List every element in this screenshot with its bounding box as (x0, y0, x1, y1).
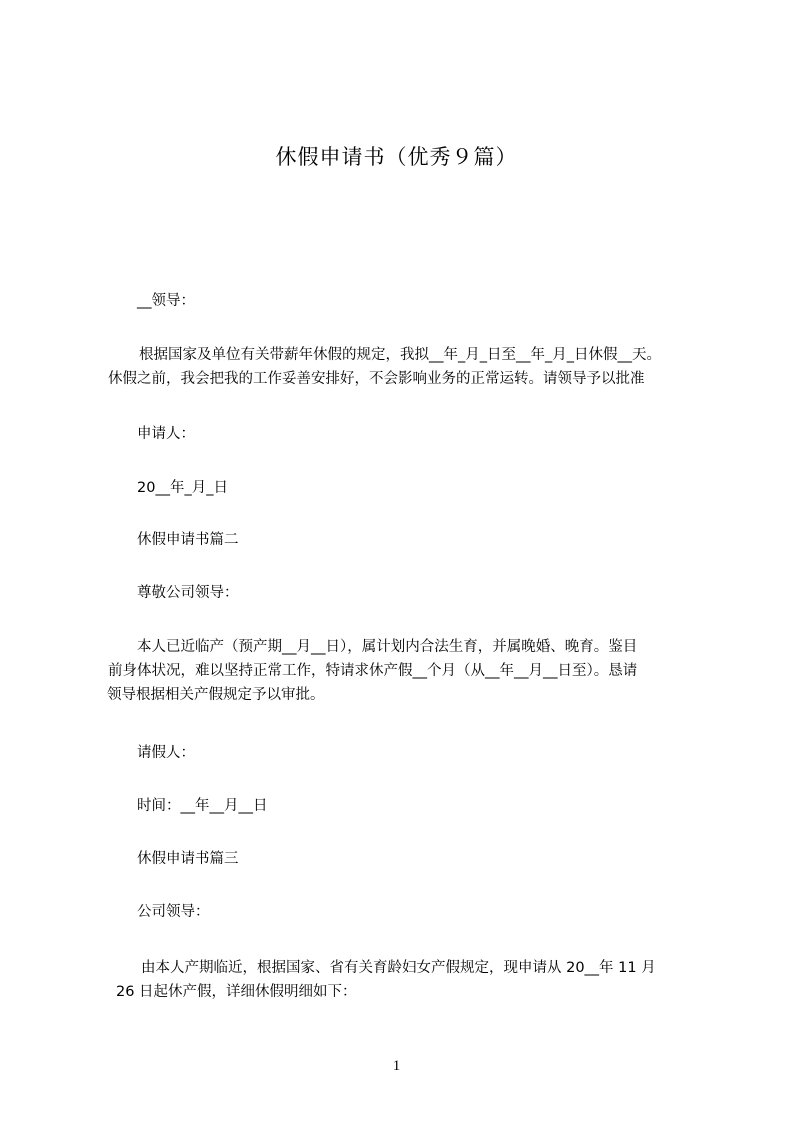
letter2-body (107, 635, 637, 707)
page-number: 1 (392, 1058, 401, 1074)
letter1-salutation: __领导： (137, 293, 195, 309)
letter3-heading: 休假申请书篇三 (137, 851, 239, 867)
letter3-body-line-1: 由本人产期临近，根据国家、省有关育龄妇女产假规定，现申请从 20__年 11 月 (141, 960, 656, 976)
letter1-body-line-2: 休假之前，我会把我的工作妥善安排好，不会影响业务的正常运转。请领导予以批准 (108, 371, 645, 387)
letter1-applicant-label: 申请人： (137, 426, 195, 442)
letter2-applicant-label: 请假人： (137, 745, 195, 761)
letter3-body (107, 956, 656, 1004)
letter3-body-line-2: 26 日起休产假，详细休假明细如下： (116, 984, 357, 1000)
letter2-date: 时间：__年__月__日 (137, 798, 268, 814)
letter1-date: 20__年_月_日 (137, 480, 228, 496)
letter2-salutation: 尊敬公司领导： (137, 585, 239, 601)
letter2-body-line-1: 本人已近临产（预产期__月__日），属计划内合法生育，并属晚婚、晚育。鉴目 (137, 639, 638, 655)
letter1-body-line-1: 根据国家及单位有关带薪年休假的规定，我拟__年_月_日至__年_月_日休假__天。 (139, 347, 661, 363)
document-title: 休假申请书（优秀９篇） (275, 145, 518, 169)
letter2-body-line-3: 领导根据相关产假规定予以审批。 (107, 687, 325, 703)
letter1-body (108, 343, 661, 391)
letter2-body-line-2: 前身体状况，难以坚持正常工作，特请求休产假__个月（从__年__月__日至）。恳请 (108, 663, 638, 679)
letter3-salutation: 公司领导： (137, 904, 210, 920)
letter2-heading: 休假申请书篇二 (137, 532, 239, 548)
